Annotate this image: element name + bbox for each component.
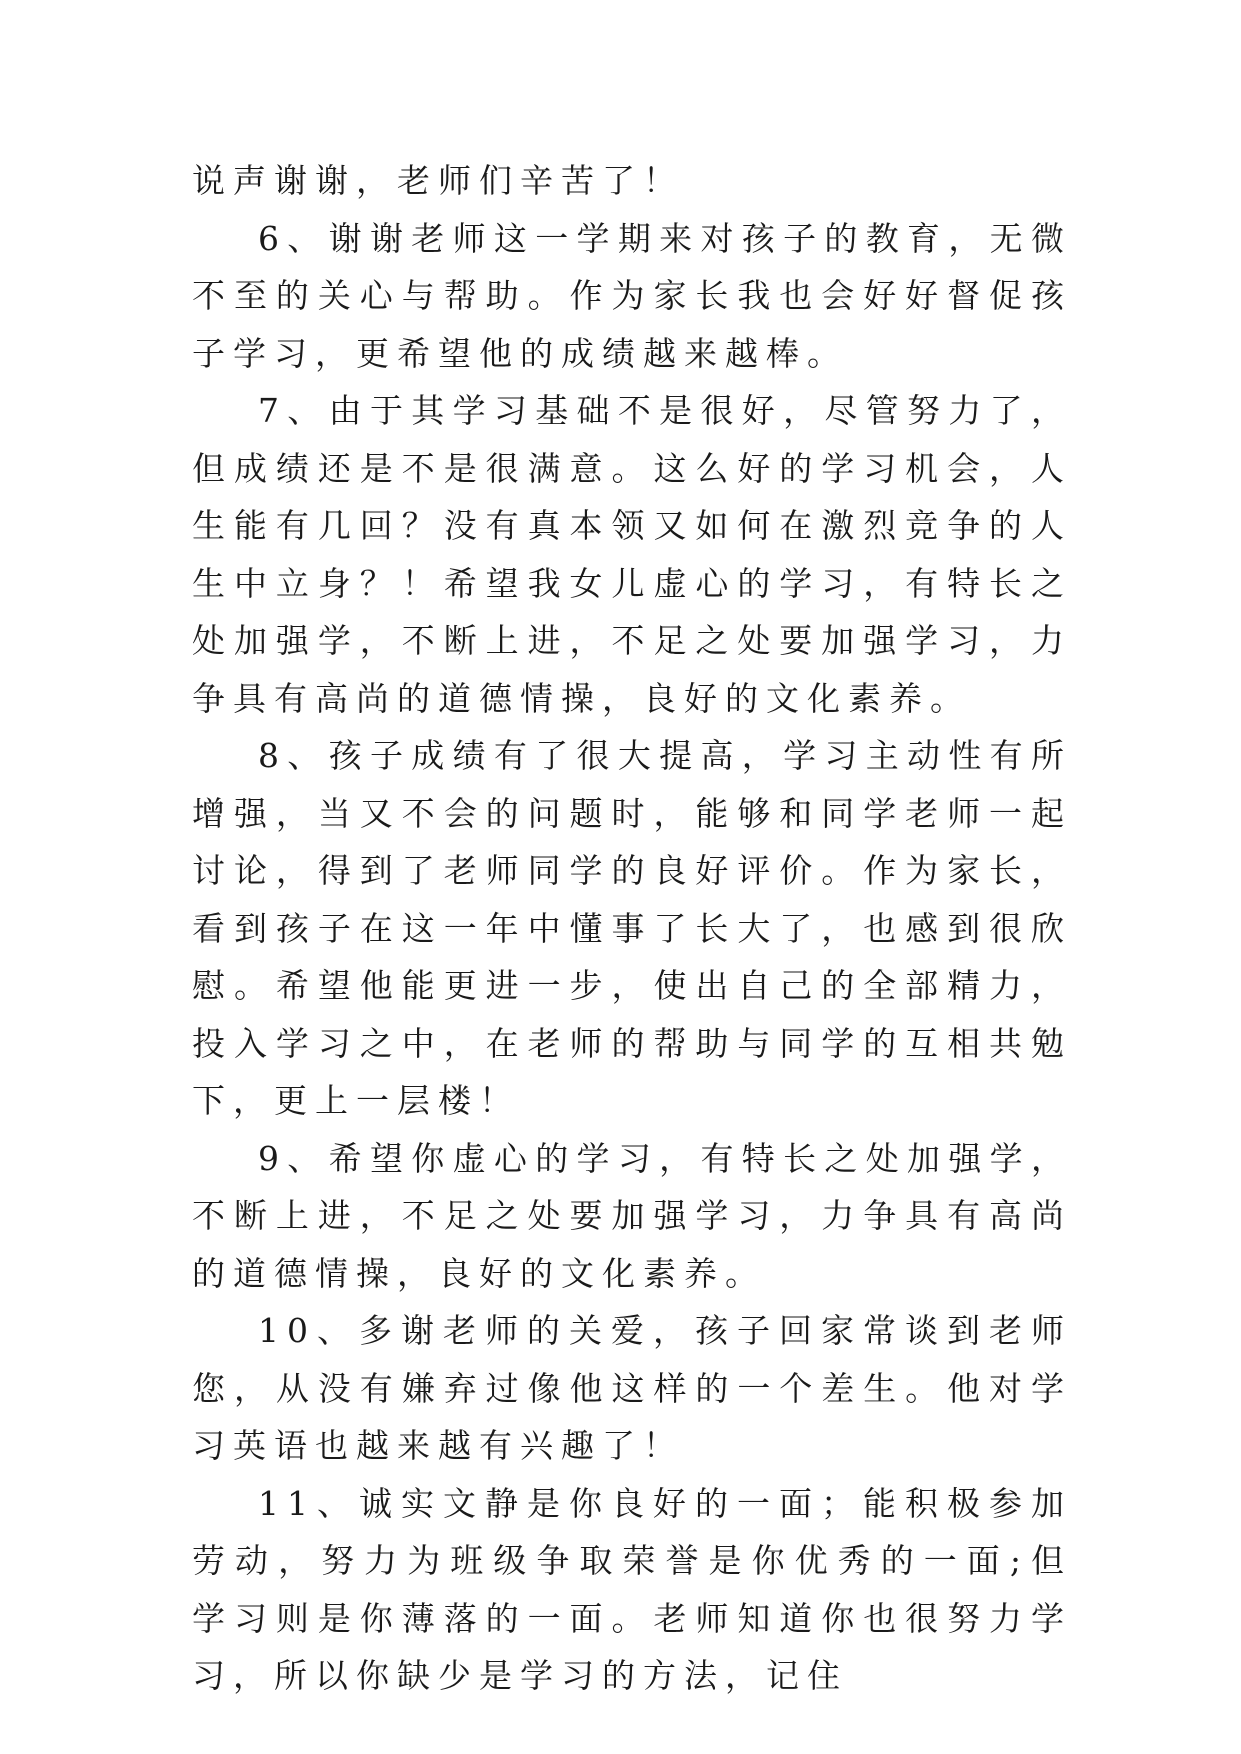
paragraph-item-6: 6、谢谢老师这一学期来对孩子的教育，无微不至的关心与帮助。作为家长我也会好好督促孩子学习，更希望他的成绩越来越棒。 [192,218,1072,373]
paragraph-continuation: 说声谢谢，老师们辛苦了！ [192,161,684,200]
paragraph-item-7: 7、由于其学习基础不是很好，尽管努力了，但成绩还是不是很满意。这么好的学习机会，人生能有几回？没有真本领又如何在激烈竞争的人生中立身？！希望我女儿虚心的学习，有特长之处加强学，不断上进，不足之处要加强学习，力争具有高尚的道德情操，良好的文化素养。 [192,391,1072,718]
document-body [192,152,1072,1705]
paragraph-item-8: 8、孩子成绩有了很大提高，学习主动性有所增强，当又不会的问题时，能够和同学老师一起讨论，得到了老师同学的良好评价。作为家长，看到孩子在这一年中懂事了长大了，也感到很欣慰。希望他能更进一步，使出自己的全部精力，投入学习之中，在老师的帮助与同学的互相共勉下，更上一层楼！ [192,736,1072,1120]
paragraph-item-9: 9、希望你虚心的学习，有特长之处加强学，不断上进，不足之处要加强学习，力争具有高尚的道德情操，良好的文化素养。 [192,1138,1072,1293]
paragraph-item-10: 10、多谢老师的关爱，孩子回家常谈到老师您，从没有嫌弃过像他这样的一个差生。他对学习英语也越来越有兴趣了！ [192,1311,1072,1465]
paragraph-item-11: 11、诚实文静是你良好的一面；能积极参加劳动，努力为班级争取荣誉是你优秀的一面;但学习则是你薄落的一面。老师知道你也很努力学习，所以你缺少是学习的方法，记住 [192,1483,1072,1695]
